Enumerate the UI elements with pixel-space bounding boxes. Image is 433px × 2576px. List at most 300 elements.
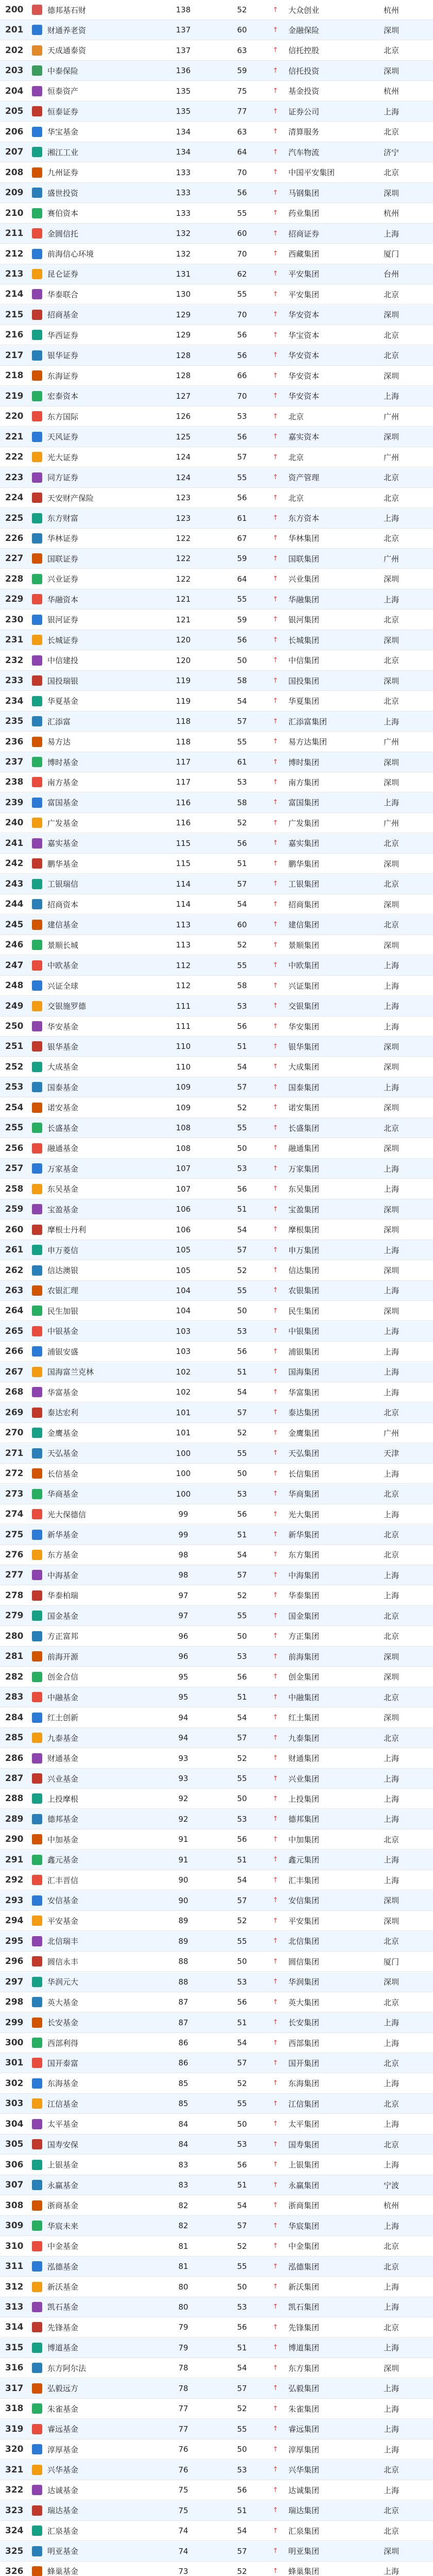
city-cell: 深圳 bbox=[384, 188, 400, 198]
company-name: 上银基金 bbox=[47, 2160, 79, 2170]
rank-cell: 288 bbox=[5, 1793, 24, 1804]
company-logo-icon bbox=[32, 25, 42, 35]
trend-arrow-icon: ↑ bbox=[272, 1185, 279, 1193]
value-cell: 88 bbox=[178, 1957, 188, 1967]
company-logo-icon bbox=[32, 167, 42, 178]
company-logo-icon bbox=[32, 127, 42, 137]
company-logo-icon bbox=[32, 188, 42, 198]
table-row bbox=[0, 61, 433, 81]
value-cell: 128 bbox=[176, 371, 191, 381]
change-cell: 53 bbox=[237, 1652, 247, 1662]
industry-cell: 交银集团 bbox=[288, 1002, 320, 1011]
change-cell: 64 bbox=[237, 147, 247, 157]
rank-cell: 305 bbox=[5, 2139, 24, 2150]
city-cell: 深圳 bbox=[384, 310, 400, 320]
change-cell: 56 bbox=[237, 2485, 247, 2495]
company-logo-icon bbox=[32, 1570, 42, 1580]
company-name: 光大证券 bbox=[47, 452, 79, 462]
company-logo-icon bbox=[32, 1041, 42, 1052]
value-cell: 137 bbox=[176, 25, 191, 35]
change-cell: 51 bbox=[237, 2505, 247, 2515]
company-name: 德邦基金 bbox=[47, 1815, 79, 1824]
table-row bbox=[0, 1911, 433, 1931]
industry-cell: 银河集团 bbox=[288, 615, 320, 625]
trend-arrow-icon: ↑ bbox=[272, 981, 279, 990]
value-cell: 119 bbox=[176, 676, 191, 686]
industry-cell: 中信集团 bbox=[288, 656, 320, 666]
change-cell: 57 bbox=[237, 452, 247, 462]
change-cell: 53 bbox=[237, 1489, 247, 1499]
industry-cell: 圆信集团 bbox=[288, 1957, 320, 1967]
company-logo-icon bbox=[32, 1895, 42, 1906]
industry-cell: 嘉实资本 bbox=[288, 432, 320, 442]
value-cell: 86 bbox=[178, 2038, 188, 2047]
trend-arrow-icon: ↑ bbox=[272, 2120, 279, 2128]
trend-arrow-icon: ↑ bbox=[272, 1571, 279, 1579]
company-logo-icon bbox=[32, 1855, 42, 1865]
value-cell: 123 bbox=[176, 513, 191, 523]
company-logo-icon bbox=[32, 2322, 42, 2332]
rank-cell: 205 bbox=[5, 106, 24, 117]
trend-arrow-icon: ↑ bbox=[272, 554, 279, 563]
value-cell: 124 bbox=[176, 472, 191, 482]
value-cell: 107 bbox=[176, 1184, 191, 1194]
value-cell: 135 bbox=[176, 86, 191, 96]
company-name: 中海基金 bbox=[47, 1570, 79, 1580]
change-cell: 52 bbox=[237, 1590, 247, 1600]
company-name: 银河证券 bbox=[47, 615, 79, 625]
table-row bbox=[0, 671, 433, 691]
company-name: 创金合信 bbox=[47, 1672, 79, 1682]
table-row bbox=[0, 2094, 433, 2114]
industry-cell: 泰达集团 bbox=[288, 1408, 320, 1418]
company-name: 华商基金 bbox=[47, 1489, 79, 1499]
table-row bbox=[0, 406, 433, 427]
company-logo-icon bbox=[32, 1489, 42, 1499]
rank-cell: 247 bbox=[5, 960, 24, 971]
city-cell: 深圳 bbox=[384, 900, 400, 909]
industry-cell: 证券公司 bbox=[288, 107, 320, 116]
company-logo-icon bbox=[32, 696, 42, 706]
city-cell: 上海 bbox=[384, 2567, 400, 2576]
change-cell: 52 bbox=[237, 1916, 247, 1926]
company-logo-icon bbox=[32, 370, 42, 381]
company-name: 中信建投 bbox=[47, 656, 79, 666]
trend-arrow-icon: ↑ bbox=[272, 229, 279, 238]
industry-cell: 弘毅集团 bbox=[288, 2384, 320, 2394]
city-cell: 北京 bbox=[384, 46, 400, 56]
table-row bbox=[0, 1240, 433, 1260]
company-name: 宝盈基金 bbox=[47, 1205, 79, 1214]
company-name: 天弘基金 bbox=[47, 1449, 79, 1459]
table-row bbox=[0, 2196, 433, 2216]
industry-cell: 申万集团 bbox=[288, 1245, 320, 1255]
rank-cell: 252 bbox=[5, 1061, 24, 1072]
city-cell: 深圳 bbox=[384, 1916, 400, 1926]
rank-cell: 232 bbox=[5, 655, 24, 666]
company-name: 招商基金 bbox=[47, 310, 79, 320]
company-logo-icon bbox=[32, 5, 42, 15]
industry-cell: 淳厚集团 bbox=[288, 2445, 320, 2454]
industry-cell: 江信集团 bbox=[288, 2099, 320, 2109]
change-cell: 55 bbox=[237, 595, 247, 604]
city-cell: 深圳 bbox=[384, 25, 400, 35]
value-cell: 75 bbox=[178, 2505, 188, 2515]
rank-cell: 219 bbox=[5, 391, 24, 401]
change-cell: 56 bbox=[237, 1184, 247, 1194]
table-row bbox=[0, 1647, 433, 1667]
industry-cell: 大众创业 bbox=[288, 5, 320, 15]
table-row bbox=[0, 2439, 433, 2460]
change-cell: 50 bbox=[237, 2119, 247, 2129]
company-logo-icon bbox=[32, 2546, 42, 2556]
rank-cell: 312 bbox=[5, 2281, 24, 2292]
company-logo-icon bbox=[32, 716, 42, 726]
table-row bbox=[0, 427, 433, 447]
change-cell: 53 bbox=[237, 1164, 247, 1174]
company-name: 长盛基金 bbox=[47, 1123, 79, 1133]
rank-cell: 202 bbox=[5, 45, 24, 56]
rank-cell: 216 bbox=[5, 330, 24, 341]
trend-arrow-icon: ↑ bbox=[272, 1896, 279, 1905]
value-cell: 120 bbox=[176, 655, 191, 665]
value-cell: 82 bbox=[178, 2200, 188, 2210]
trend-arrow-icon: ↑ bbox=[272, 778, 279, 786]
company-name: 华宸未来 bbox=[47, 2221, 79, 2231]
company-name: 华林证券 bbox=[47, 534, 79, 544]
trend-arrow-icon: ↑ bbox=[272, 2445, 279, 2453]
city-cell: 上海 bbox=[384, 2038, 400, 2048]
industry-cell: 北京 bbox=[288, 493, 304, 503]
city-cell: 北京 bbox=[384, 1692, 400, 1702]
table-row bbox=[0, 2480, 433, 2500]
company-logo-icon bbox=[32, 106, 42, 116]
industry-cell: 信托控股 bbox=[288, 46, 320, 56]
value-cell: 130 bbox=[176, 290, 191, 299]
rank-cell: 222 bbox=[5, 452, 24, 463]
rank-cell: 204 bbox=[5, 86, 24, 96]
change-cell: 54 bbox=[237, 1225, 247, 1234]
city-cell: 深圳 bbox=[384, 1205, 400, 1214]
trend-arrow-icon: ↑ bbox=[272, 1957, 279, 1965]
change-cell: 75 bbox=[237, 86, 247, 96]
trend-arrow-icon: ↑ bbox=[272, 351, 279, 360]
company-name: 华夏基金 bbox=[47, 697, 79, 706]
change-cell: 54 bbox=[237, 1387, 247, 1397]
value-cell: 115 bbox=[176, 859, 191, 869]
company-name: 工银瑞信 bbox=[47, 879, 79, 889]
city-cell: 广州 bbox=[384, 452, 400, 462]
trend-arrow-icon: ↑ bbox=[272, 1226, 279, 1234]
industry-cell: 宝盈集团 bbox=[288, 1205, 320, 1214]
trend-arrow-icon: ↑ bbox=[272, 2201, 279, 2210]
company-logo-icon bbox=[32, 615, 42, 625]
industry-cell: 中国平安集团 bbox=[288, 168, 335, 178]
rank-cell: 272 bbox=[5, 1468, 24, 1479]
change-cell: 52 bbox=[237, 2241, 247, 2251]
trend-arrow-icon: ↑ bbox=[272, 209, 279, 217]
city-cell: 北京 bbox=[384, 656, 400, 666]
trend-arrow-icon: ↑ bbox=[272, 128, 279, 136]
value-cell: 87 bbox=[178, 1997, 188, 2007]
city-cell: 深圳 bbox=[384, 757, 400, 767]
change-cell: 53 bbox=[237, 2465, 247, 2475]
rank-cell: 217 bbox=[5, 350, 24, 361]
company-logo-icon bbox=[32, 513, 42, 523]
table-row bbox=[0, 1870, 433, 1890]
value-cell: 93 bbox=[178, 1753, 188, 1763]
value-cell: 81 bbox=[178, 2241, 188, 2251]
rank-cell: 264 bbox=[5, 1306, 24, 1316]
value-cell: 109 bbox=[176, 1103, 191, 1112]
table-row bbox=[0, 1403, 433, 1423]
rank-cell: 260 bbox=[5, 1224, 24, 1235]
value-cell: 115 bbox=[176, 838, 191, 848]
change-cell: 52 bbox=[237, 1753, 247, 1763]
city-cell: 杭州 bbox=[384, 87, 400, 96]
company-name: 国开泰富 bbox=[47, 2058, 79, 2068]
industry-cell: 中融集团 bbox=[288, 1692, 320, 1702]
trend-arrow-icon: ↑ bbox=[272, 1551, 279, 1559]
trend-arrow-icon: ↑ bbox=[272, 2039, 279, 2047]
table-row bbox=[0, 1829, 433, 1850]
trend-arrow-icon: ↑ bbox=[272, 168, 279, 177]
change-cell: 59 bbox=[237, 66, 247, 76]
company-logo-icon bbox=[32, 2139, 42, 2149]
trend-arrow-icon: ↑ bbox=[272, 46, 279, 55]
value-cell: 97 bbox=[178, 1590, 188, 1600]
company-name: 中加基金 bbox=[47, 1835, 79, 1844]
city-cell: 上海 bbox=[384, 229, 400, 239]
value-cell: 80 bbox=[178, 2302, 188, 2312]
trend-arrow-icon: ↑ bbox=[272, 1347, 279, 1355]
company-logo-icon bbox=[32, 2078, 42, 2089]
company-logo-icon bbox=[32, 553, 42, 564]
value-cell: 126 bbox=[176, 412, 191, 421]
change-cell: 55 bbox=[237, 960, 247, 970]
company-name: 盛世投资 bbox=[47, 188, 79, 198]
industry-cell: 摩根集团 bbox=[288, 1225, 320, 1235]
company-name: 华泰联合 bbox=[47, 290, 79, 299]
rank-cell: 254 bbox=[5, 1102, 24, 1113]
trend-arrow-icon: ↑ bbox=[272, 331, 279, 339]
company-logo-icon bbox=[32, 1834, 42, 1844]
table-row bbox=[0, 2236, 433, 2257]
company-logo-icon bbox=[32, 2465, 42, 2475]
value-cell: 78 bbox=[178, 2363, 188, 2373]
change-cell: 55 bbox=[237, 737, 247, 747]
company-logo-icon bbox=[32, 1713, 42, 1723]
company-name: 光大保德信 bbox=[47, 1510, 86, 1519]
rank-cell: 296 bbox=[5, 1956, 24, 1967]
table-row bbox=[0, 610, 433, 630]
industry-cell: 长安集团 bbox=[288, 2018, 320, 2028]
change-cell: 51 bbox=[237, 2343, 247, 2352]
rank-cell: 313 bbox=[5, 2301, 24, 2312]
city-cell: 上海 bbox=[384, 981, 400, 991]
table-row bbox=[0, 1057, 433, 1077]
industry-cell: 景顺集团 bbox=[288, 940, 320, 950]
value-cell: 132 bbox=[176, 249, 191, 259]
rank-cell: 320 bbox=[5, 2444, 24, 2455]
rank-cell: 210 bbox=[5, 208, 24, 218]
table-row bbox=[0, 752, 433, 772]
company-name: 景顺长城 bbox=[47, 940, 79, 950]
table-row bbox=[0, 894, 433, 914]
city-cell: 上海 bbox=[384, 717, 400, 726]
rank-cell: 211 bbox=[5, 228, 24, 239]
trend-arrow-icon: ↑ bbox=[272, 1774, 279, 1783]
city-cell: 北京 bbox=[384, 1489, 400, 1499]
value-cell: 129 bbox=[176, 310, 191, 319]
industry-cell: 建信集团 bbox=[288, 920, 320, 930]
table-row bbox=[0, 2216, 433, 2236]
company-name: 弘毅远方 bbox=[47, 2384, 79, 2394]
company-name: 太平基金 bbox=[47, 2120, 79, 2129]
table-row bbox=[0, 1179, 433, 1199]
trend-arrow-icon: ↑ bbox=[272, 107, 279, 115]
trend-arrow-icon: ↑ bbox=[272, 189, 279, 197]
change-cell: 57 bbox=[237, 1082, 247, 1092]
table-row bbox=[0, 915, 433, 935]
change-cell: 56 bbox=[237, 1347, 247, 1357]
industry-cell: 达诚集团 bbox=[288, 2485, 320, 2495]
company-name: 圆信永丰 bbox=[47, 1957, 79, 1967]
change-cell: 52 bbox=[237, 940, 247, 950]
rank-cell: 214 bbox=[5, 289, 24, 300]
company-logo-icon bbox=[32, 940, 42, 950]
trend-arrow-icon: ↑ bbox=[272, 2425, 279, 2433]
trend-arrow-icon: ↑ bbox=[272, 453, 279, 461]
company-logo-icon bbox=[32, 2444, 42, 2454]
change-cell: 60 bbox=[237, 229, 247, 239]
industry-cell: 万家集团 bbox=[288, 1164, 320, 1174]
table-row bbox=[0, 1382, 433, 1402]
table-row bbox=[0, 1952, 433, 1972]
city-cell: 上海 bbox=[384, 1469, 400, 1479]
change-cell: 53 bbox=[237, 2302, 247, 2312]
company-logo-icon bbox=[32, 1631, 42, 1641]
value-cell: 74 bbox=[178, 2546, 188, 2556]
table-row bbox=[0, 1423, 433, 1443]
table-row bbox=[0, 976, 433, 996]
industry-cell: 银华集团 bbox=[288, 1042, 320, 1052]
table-row bbox=[0, 1118, 433, 1138]
trend-arrow-icon: ↑ bbox=[272, 1815, 279, 1823]
city-cell: 广州 bbox=[384, 554, 400, 564]
company-name: 国泰基金 bbox=[47, 1082, 79, 1092]
industry-cell: 浦银集团 bbox=[288, 1347, 320, 1357]
change-cell: 51 bbox=[237, 1042, 247, 1052]
company-logo-icon bbox=[32, 1326, 42, 1336]
city-cell: 上海 bbox=[384, 2120, 400, 2129]
change-cell: 55 bbox=[237, 2424, 247, 2434]
company-name: 恒泰资产 bbox=[47, 87, 79, 96]
value-cell: 105 bbox=[176, 1245, 191, 1255]
value-cell: 125 bbox=[176, 432, 191, 442]
company-name: 长城证券 bbox=[47, 635, 79, 645]
company-logo-icon bbox=[32, 777, 42, 787]
city-cell: 北京 bbox=[384, 2526, 400, 2536]
company-logo-icon bbox=[32, 1306, 42, 1316]
company-name: 中融基金 bbox=[47, 1692, 79, 1702]
table-row bbox=[0, 569, 433, 589]
company-name: 兴业基金 bbox=[47, 1774, 79, 1784]
company-logo-icon bbox=[32, 1163, 42, 1174]
company-name: 天成通泰资 bbox=[47, 46, 86, 56]
value-cell: 77 bbox=[178, 2424, 188, 2434]
table-row bbox=[0, 1992, 433, 2012]
change-cell: 56 bbox=[237, 1022, 247, 1031]
company-logo-icon bbox=[32, 1428, 42, 1438]
value-cell: 92 bbox=[178, 1814, 188, 1824]
industry-cell: 国金集团 bbox=[288, 1611, 320, 1621]
company-name: 北信瑞丰 bbox=[47, 1937, 79, 1946]
rank-cell: 304 bbox=[5, 2119, 24, 2129]
company-logo-icon bbox=[32, 1285, 42, 1296]
value-cell: 113 bbox=[176, 940, 191, 950]
change-cell: 54 bbox=[237, 900, 247, 909]
change-cell: 53 bbox=[237, 2140, 247, 2149]
rank-cell: 200 bbox=[5, 5, 24, 15]
industry-cell: 金融保险 bbox=[288, 25, 320, 35]
rank-cell: 248 bbox=[5, 980, 24, 991]
value-cell: 94 bbox=[178, 1713, 188, 1722]
value-cell: 98 bbox=[178, 1570, 188, 1580]
change-cell: 60 bbox=[237, 25, 247, 35]
industry-cell: 华商集团 bbox=[288, 1489, 320, 1499]
company-logo-icon bbox=[32, 391, 42, 401]
table-row bbox=[0, 1931, 433, 1952]
city-cell: 深圳 bbox=[384, 859, 400, 869]
industry-cell: 永赢集团 bbox=[288, 2180, 320, 2190]
company-logo-icon bbox=[32, 1793, 42, 1804]
trend-arrow-icon: ↑ bbox=[272, 616, 279, 624]
rank-cell: 224 bbox=[5, 493, 24, 503]
industry-cell: 平安集团 bbox=[288, 1916, 320, 1926]
company-logo-icon bbox=[32, 249, 42, 259]
trend-arrow-icon: ↑ bbox=[272, 1998, 279, 2006]
industry-cell: 东吴集团 bbox=[288, 1184, 320, 1194]
value-cell: 111 bbox=[176, 1022, 191, 1031]
table-row bbox=[0, 163, 433, 183]
city-cell: 上海 bbox=[384, 107, 400, 116]
city-cell: 北京 bbox=[384, 351, 400, 361]
table-row bbox=[0, 1749, 433, 1769]
company-logo-icon bbox=[32, 2018, 42, 2028]
city-cell: 上海 bbox=[384, 2079, 400, 2089]
city-cell: 上海 bbox=[384, 2404, 400, 2414]
trend-arrow-icon: ↑ bbox=[272, 1246, 279, 1254]
industry-cell: 信托投资 bbox=[288, 66, 320, 76]
company-name: 浦银安盛 bbox=[47, 1347, 79, 1357]
company-name: 华西证券 bbox=[47, 330, 79, 340]
table-row bbox=[0, 224, 433, 244]
city-cell: 上海 bbox=[384, 1754, 400, 1764]
rank-cell: 316 bbox=[5, 2363, 24, 2374]
rank-cell: 273 bbox=[5, 1488, 24, 1499]
industry-cell: 财通集团 bbox=[288, 1754, 320, 1764]
table-row bbox=[0, 2033, 433, 2053]
value-cell: 101 bbox=[176, 1428, 191, 1438]
value-cell: 74 bbox=[178, 2526, 188, 2536]
table-row bbox=[0, 589, 433, 609]
trend-arrow-icon: ↑ bbox=[272, 2242, 279, 2250]
change-cell: 51 bbox=[237, 2180, 247, 2190]
industry-cell: 瑞达集团 bbox=[288, 2506, 320, 2516]
value-cell: 105 bbox=[176, 1265, 191, 1275]
company-logo-icon bbox=[32, 1936, 42, 1946]
